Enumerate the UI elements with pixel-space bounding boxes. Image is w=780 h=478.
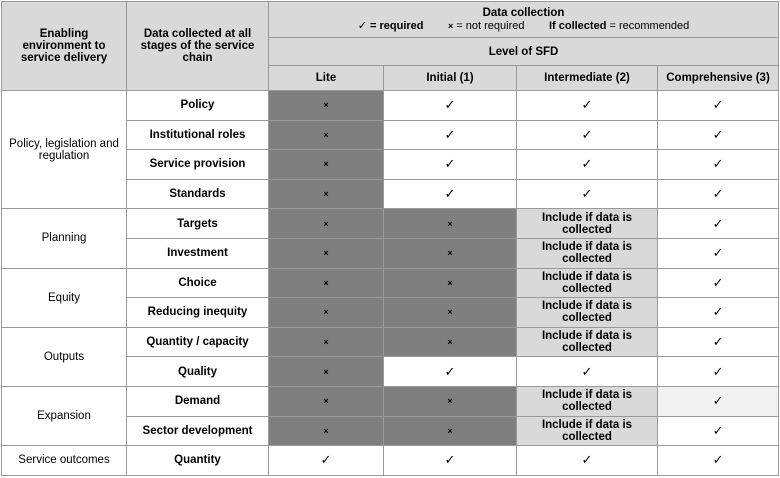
required-cell	[384, 150, 517, 180]
not-required-cell	[269, 298, 384, 328]
not-required-cell	[269, 327, 384, 357]
check-icon: ✓	[712, 393, 724, 409]
not-required-cell	[384, 298, 517, 328]
required-cell	[658, 298, 779, 328]
cross-icon: ×	[323, 307, 329, 318]
item-label: Targets	[127, 209, 269, 239]
table-row	[2, 386, 779, 416]
cross-icon: ×	[447, 307, 453, 318]
recommended-cell	[517, 386, 658, 416]
table-row	[2, 91, 779, 121]
cross-icon: ×	[323, 248, 329, 259]
group-label: Service outcomes	[2, 446, 127, 476]
required-cell	[517, 357, 658, 387]
required-cell	[658, 209, 779, 239]
required-cell	[384, 179, 517, 209]
not-required-cell	[269, 179, 384, 209]
table-body	[2, 91, 779, 476]
not-required-cell	[269, 416, 384, 446]
item-label: Service provision	[127, 150, 269, 180]
recommended-text: Include if data is collected	[541, 330, 633, 355]
recommended-cell	[517, 298, 658, 328]
check-icon: ✓	[444, 156, 456, 172]
check-icon: ✓	[712, 186, 724, 202]
check-icon: ✓	[712, 334, 724, 350]
not-required-cell	[269, 150, 384, 180]
required-cell	[517, 120, 658, 150]
enabling-environment-header: Enabling environment to service delivery	[2, 2, 127, 91]
required-cell	[269, 446, 384, 476]
cross-icon: ×	[323, 218, 329, 229]
required-cell	[517, 150, 658, 180]
data-collection-title: Data collection	[482, 7, 565, 19]
required-cell	[384, 91, 517, 121]
required-cell	[384, 120, 517, 150]
data-collected-header: Data collected at all stages of the service chain	[127, 2, 269, 91]
cross-icon: ×	[323, 337, 329, 348]
not-required-cell	[269, 209, 384, 239]
required-cell	[658, 327, 779, 357]
check-icon: ✓	[581, 186, 593, 202]
cross-icon: ×	[323, 396, 329, 407]
group-label: Policy, legislation and regulation	[2, 91, 127, 209]
group-label: Expansion	[2, 386, 127, 445]
cross-icon: ×	[323, 425, 329, 436]
group-label: Planning	[2, 209, 127, 268]
item-label: Demand	[127, 386, 269, 416]
required-cell	[658, 268, 779, 298]
not-required-cell	[384, 327, 517, 357]
legend-not-required: = not required	[456, 20, 525, 32]
check-icon: ✓	[712, 97, 724, 113]
cross-icon: ×	[447, 396, 453, 407]
check-icon: ✓	[712, 156, 724, 172]
cross-icon: ×	[323, 277, 329, 288]
not-required-cell	[269, 268, 384, 298]
required-cell	[658, 357, 779, 387]
required-cell	[384, 357, 517, 387]
recommended-cell	[517, 327, 658, 357]
cross-icon: ×	[447, 218, 453, 229]
recommended-cell	[517, 238, 658, 268]
check-icon: ✓	[712, 304, 724, 320]
check-icon: ✓	[581, 97, 593, 113]
not-required-cell	[269, 120, 384, 150]
required-symbol: ✓	[357, 20, 367, 32]
table-row	[2, 209, 779, 239]
cross-icon: ×	[447, 248, 453, 259]
required-cell	[658, 416, 779, 446]
legend	[273, 19, 774, 32]
check-icon: ✓	[712, 245, 724, 261]
recommended-cell	[517, 209, 658, 239]
required-cell	[517, 446, 658, 476]
recommended-text: Include if data is collected	[541, 300, 633, 325]
check-icon: ✓	[581, 452, 593, 468]
not-required-symbol: ×	[447, 21, 454, 31]
level-intermediate: Intermediate (2)	[517, 66, 658, 91]
recommended-text: Include if data is collected	[541, 389, 633, 414]
item-label: Reducing inequity	[127, 298, 269, 328]
data-collection-header	[269, 2, 779, 38]
item-label: Standards	[127, 179, 269, 209]
legend-if-collected: If collected	[548, 20, 607, 32]
check-icon: ✓	[444, 126, 456, 142]
cross-icon: ×	[323, 189, 329, 200]
not-required-cell	[269, 357, 384, 387]
cross-icon: ×	[323, 159, 329, 170]
item-label: Quality	[127, 357, 269, 387]
recommended-text: Include if data is collected	[541, 270, 633, 295]
check-icon: ✓	[581, 156, 593, 172]
required-cell	[658, 120, 779, 150]
legend-required: = required	[370, 20, 424, 32]
not-required-cell	[384, 238, 517, 268]
check-icon: ✓	[712, 363, 724, 379]
table-row	[2, 446, 779, 476]
check-icon: ✓	[581, 363, 593, 379]
item-label: Sector development	[127, 416, 269, 446]
required-cell	[658, 238, 779, 268]
cross-icon: ×	[323, 100, 329, 111]
required-cell	[384, 446, 517, 476]
table-row	[2, 327, 779, 357]
cross-icon: ×	[447, 337, 453, 348]
not-required-cell	[384, 386, 517, 416]
sfd-data-collection-table	[1, 1, 779, 476]
recommended-cell	[517, 416, 658, 446]
check-icon: ✓	[712, 274, 724, 290]
check-icon: ✓	[581, 126, 593, 142]
required-cell	[658, 91, 779, 121]
required-cell	[658, 150, 779, 180]
item-label: Quantity / capacity	[127, 327, 269, 357]
level-initial: Initial (1)	[384, 66, 517, 91]
level-of-sfd-header: Level of SFD	[269, 38, 779, 66]
check-icon: ✓	[712, 452, 724, 468]
item-label: Quantity	[127, 446, 269, 476]
group-label: Outputs	[2, 327, 127, 386]
not-required-cell	[269, 238, 384, 268]
required-cell	[658, 179, 779, 209]
legend-recommended: = recommended	[609, 20, 690, 32]
not-required-cell	[384, 209, 517, 239]
item-label: Choice	[127, 268, 269, 298]
check-icon: ✓	[444, 186, 456, 202]
check-icon: ✓	[320, 452, 332, 468]
required-cell	[658, 446, 779, 476]
check-icon: ✓	[444, 452, 456, 468]
check-icon: ✓	[444, 97, 456, 113]
recommended-cell	[517, 268, 658, 298]
level-comprehensive: Comprehensive (3)	[658, 66, 779, 91]
item-label: Investment	[127, 238, 269, 268]
item-label: Policy	[127, 91, 269, 121]
level-lite: Lite	[269, 66, 384, 91]
cross-icon: ×	[323, 366, 329, 377]
not-required-cell	[269, 91, 384, 121]
not-required-cell	[269, 386, 384, 416]
cross-icon: ×	[323, 129, 329, 140]
not-required-cell	[384, 416, 517, 446]
check-icon: ✓	[712, 215, 724, 231]
recommended-text: Include if data is collected	[541, 241, 633, 266]
table-row	[2, 268, 779, 298]
cross-icon: ×	[447, 277, 453, 288]
cross-icon: ×	[447, 425, 453, 436]
item-label: Institutional roles	[127, 120, 269, 150]
not-required-cell	[384, 268, 517, 298]
recommended-text: Include if data is collected	[541, 211, 633, 236]
check-icon: ✓	[712, 422, 724, 438]
group-label: Equity	[2, 268, 127, 327]
check-icon: ✓	[712, 126, 724, 142]
required-cell	[517, 179, 658, 209]
required-cell	[658, 386, 779, 416]
recommended-text: Include if data is collected	[541, 418, 633, 443]
check-icon: ✓	[444, 363, 456, 379]
required-cell	[517, 91, 658, 121]
